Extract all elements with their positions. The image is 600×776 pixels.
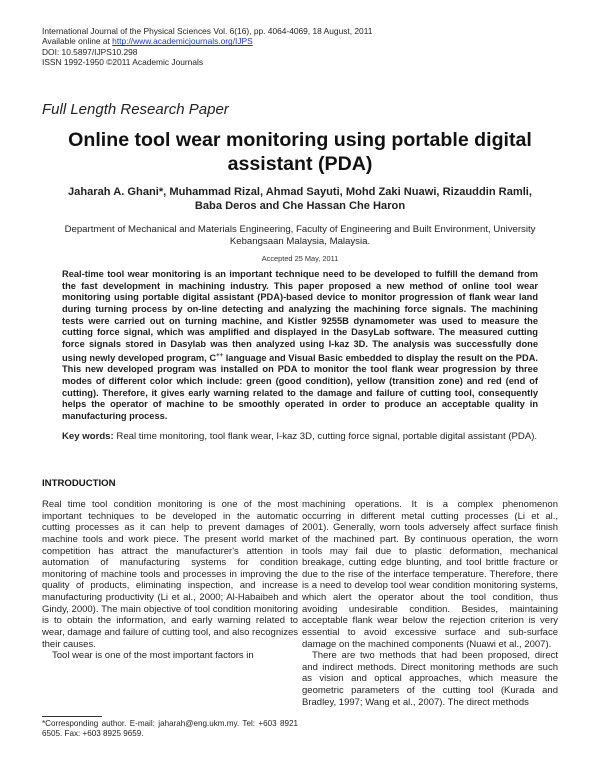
abstract-part-2: language and Visual Basic embedded to display the result on the PDA. This new developed program was installed on PDA to monitor the tool flank wear progression by three modes of different color which include: green (good condition), yellow (transition zone) and red (end of cutting). Therefore, it gives early warning related to the damage and failure of cutting tool, consequently helps the operator of machine to be smoothly operated in order to produce an acceptable quality in manufacturing process.	[62, 352, 538, 421]
right-column	[302, 499, 558, 708]
journal-citation: International Journal of the Physical Sciences Vol. 6(16), pp. 4064-4069, 18 August, 2011	[42, 26, 373, 36]
right-paragraph-1: machining operations. It is a complex phenomenon occurring in different metal cutting processes (Li et al., 2001). Generally, worn tools adversely affect surface finish of the machined part. By continuous operation, the worn tools may fail due to plastic deformation, mechanical breakage, cutting edge blunting, and tool brittle fracture or due to the rise of the interface temperature. Therefore, there is a need to develop tool wear condition monitoring systems, which alert the operator about the tool condition, thus avoiding undesirable condition. Besides, maintaining acceptable flank wear below the rejection criterion is very essential to avoid excessive surface and sub-surface damage on the machined components (Nuawi et al., 2007).	[302, 499, 558, 650]
footnote-divider	[42, 716, 102, 717]
left-column	[42, 499, 298, 662]
authors-line-2: Baba Deros and Che Hassan Che Haron	[194, 200, 406, 213]
keywords-text: Real time monitoring, tool flank wear, I-kaz 3D, cutting force signal, portable digital assistant (PDA).	[113, 431, 538, 442]
title-line-2: assistant (PDA)	[227, 153, 373, 175]
title-line-1: Online tool wear monitoring using portable digital	[68, 129, 532, 151]
keywords	[62, 431, 538, 443]
intro-paragraph-1: Real time tool condition monitoring is one of the most important techniques to be developed in the automatic cutting processes as it can help to prevent damages of machine tools and work piece. The present world market competition has attract the manufacturer's attention in automation of manufacturing systems for condition monitoring of machine tools and processes in improving the quality of products, eliminating inspection, and increase manufacturing productivity (Li et al., 2000; Al-Habaibeh and Gindy, 2000). The main objective of tool condition monitoring is to obtain the information, and early warning related to wear, damage and failure of cutting tool, and also recognizes their causes.	[42, 499, 298, 650]
affiliation-line-1: Department of Mechanical and Materials Engineering, Faculty of Engineering and Built Environment, University	[64, 224, 536, 235]
abstract	[62, 269, 538, 423]
journal-header	[42, 26, 372, 68]
introduction-heading: INTRODUCTION	[42, 478, 116, 489]
authors	[52, 185, 548, 214]
authors-line-1: Jaharah A. Ghani*, Muhammad Rizal, Ahmad Sayuti, Mohd Zaki Nuawi, Rizauddin Ramli,	[68, 186, 532, 198]
corresponding-author-footnote: *Corresponding author. E-mail: jaharah@eng.ukm.my. Tel: +603 8921 6505. Fax: +603 8925 9659.	[42, 719, 298, 739]
affiliation-line-2: Kebangsaan Malaysia, Malaysia.	[229, 236, 371, 248]
paper-title	[60, 128, 540, 176]
journal-url-link[interactable]: http://www.academicjournals.org/IJPS	[112, 36, 253, 47]
paper-type: Full Length Research Paper	[42, 101, 229, 118]
abstract-part-1: Real-time tool wear monitoring is an important technique need to be developed to fulfill the demand from the fast development in machining industry. This paper proposed a new method of online tool wear monitoring using portable digital assistant (PDA)-based device to monitor progression of flank wear land during turning process by on-line detecting and analyzing the machining force signals. The machining tests were carried out on turning machine, and Kistler 9255B dynamometer was used to measure the cutting force signal, which was amplified and displayed in the DasyLab software. The measured cutting force signals stored in Dasylab was then analyzed using I-kaz 3D. The analysis was successfully done using newly developed program, C	[62, 269, 538, 363]
right-paragraph-2: There are two methods that had been proposed, direct and indirect methods. Direct monitoring methods are such as vision and optical approaches, which measure the geometric parameters of the cutting tool (Kurada and Bradley, 1997; Wang et al., 2007). The direct methods	[302, 650, 558, 708]
accepted-date: Accepted 25 May, 2011	[261, 254, 339, 263]
keywords-label: Key words:	[62, 431, 114, 442]
doi: DOI: 10.5897/IJPS10.298	[42, 46, 138, 57]
availability-line	[42, 36, 372, 46]
issn: ISSN 1992-1950 ©2011 Academic Journals	[42, 57, 204, 68]
intro-paragraph-2: Tool wear is one of the most important factors in	[52, 650, 254, 662]
available-prefix: Available online at	[42, 36, 110, 47]
affiliation	[60, 224, 540, 249]
abstract-superscript: ++	[216, 352, 224, 359]
